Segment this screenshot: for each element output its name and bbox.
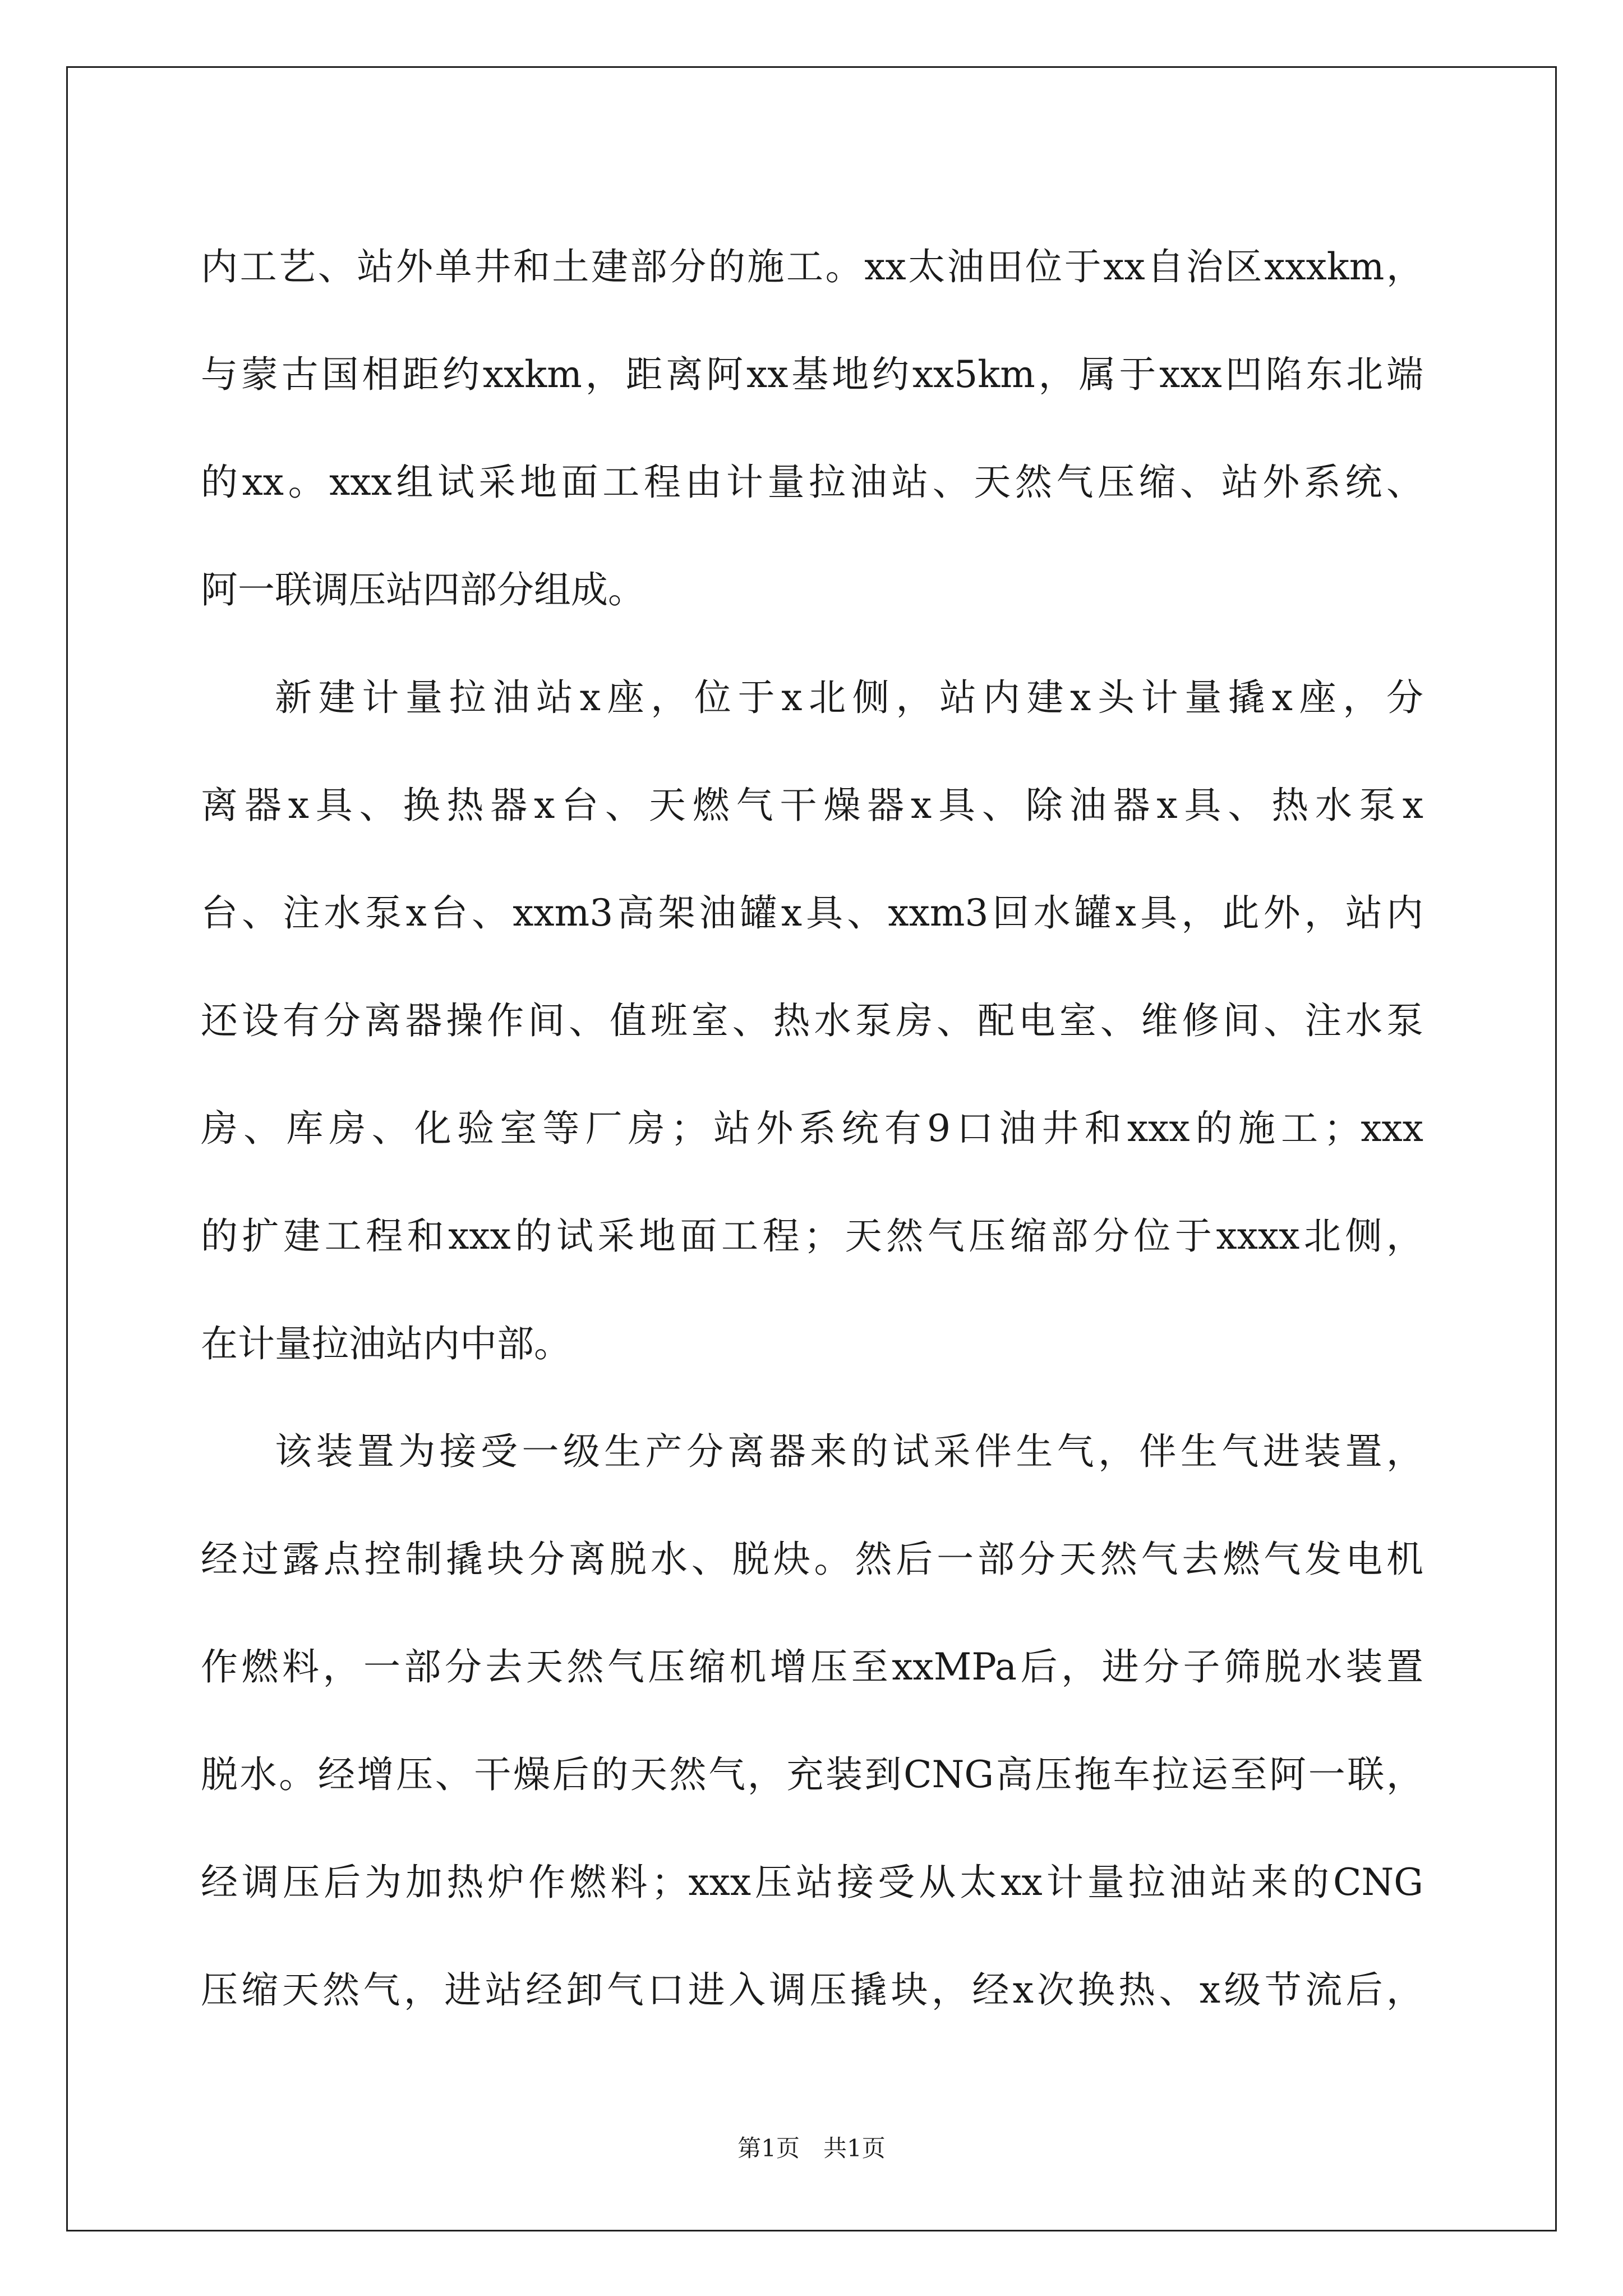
text-line: 房、库房、化验室等厂房；站外系统有9口油井和xxx的施工；xxx: [201, 1107, 1423, 1150]
text-line: 的扩建工程和xxx的试采地面工程；天然气压缩部分位于xxxx北侧，: [201, 1214, 1423, 1258]
text-line: 该装置为接受一级生产分离器来的试采伴生气，伴生气进装置，: [275, 1430, 1423, 1473]
text-line: 与蒙古国相距约xxkm，距离阿xx基地约xx5km，属于xxx凹陷东北端: [201, 353, 1423, 396]
text-line: 内工艺、站外单井和土建部分的施工。xx太油田位于xx自治区xxxkm，: [201, 245, 1423, 288]
page-footer: 第1页 共1页: [737, 2134, 886, 2162]
text-line: 经过露点控制撬块分离脱水、脱炔。然后一部分天然气去燃气发电机: [201, 1538, 1423, 1581]
document-body: [201, 213, 1423, 2044]
text-line: 经调压后为加热炉作燃料；xxx压站接受从太xx计量拉油站来的CNG: [201, 1861, 1423, 1904]
text-line: 压缩天然气，进站经卸气口进入调压撬块，经x次换热、x级节流后，: [201, 1968, 1423, 2012]
text-line: 台、注水泵x台、xxm3高架油罐x具、xxm3回水罐x具，此外，站内: [201, 891, 1423, 935]
text-line: 阿一联调压站四部分组成。: [201, 568, 645, 611]
text-line: 的xx。xxx组试采地面工程由计量拉油站、天然气压缩、站外系统、: [201, 461, 1423, 504]
text-line: 作燃料，一部分去天然气压缩机增压至xxMPa后，进分子筛脱水装置: [201, 1645, 1423, 1688]
text-line: 还设有分离器操作间、值班室、热水泵房、配电室、维修间、注水泵: [201, 999, 1423, 1042]
text-line: 离器x具、换热器x台、天燃气干燥器x具、除油器x具、热水泵x: [201, 784, 1423, 827]
text-line: 脱水。经增压、干燥后的天然气，充装到CNG高压拖车拉运至阿一联，: [201, 1753, 1423, 1796]
text-line: 新建计量拉油站x座，位于x北侧，站内建x头计量撬x座，分: [275, 676, 1423, 719]
text-line: 在计量拉油站内中部。: [201, 1322, 571, 1365]
